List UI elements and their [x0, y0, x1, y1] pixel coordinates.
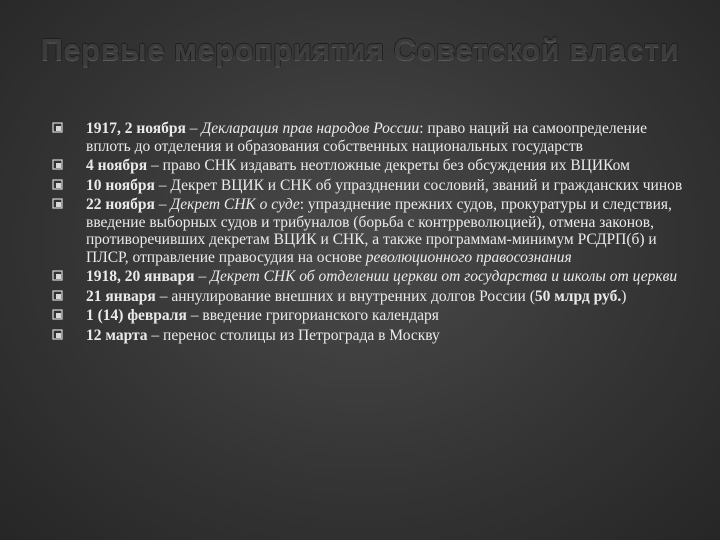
list-item — [50, 327, 690, 345]
list-item — [50, 177, 690, 195]
item-italic: Декларация прав народов России — [201, 120, 420, 137]
list-item — [50, 268, 690, 286]
item-dash: – — [154, 196, 171, 213]
square-bullet-icon — [52, 290, 63, 301]
square-bullet-icon — [52, 122, 63, 133]
item-text: Декрет ВЦИК и СНК об упразднении сословий, званий и гражданских чинов — [170, 176, 683, 194]
item-date: 12 марта — [86, 326, 148, 344]
item-text: право СНК издавать неотложные декреты без обсуждения их ВЦИКом — [162, 157, 630, 174]
item-italic: Декрет СНК об отделении церкви от государства и школы от церкви — [210, 268, 678, 285]
item-text: аннулирование внешних и внутренних долгов России ( — [171, 287, 535, 305]
item-date: 4 ноября — [86, 157, 148, 174]
item-dash: – — [185, 120, 202, 137]
square-bullet-icon — [52, 198, 63, 209]
item-italic-tail: революционного правосознания — [365, 248, 572, 266]
square-bullet-icon — [52, 179, 63, 190]
item-text-tail: ) — [621, 287, 627, 305]
item-text: : право наций на самоопределение вплоть до отделения и образования собственных национальных государств — [86, 120, 647, 155]
list-item — [50, 288, 690, 306]
list-item — [50, 157, 690, 175]
item-dash: – — [194, 268, 211, 285]
item-bold-amount: 50 млрд руб. — [534, 287, 622, 305]
square-bullet-icon — [52, 329, 63, 340]
item-date: 22 ноября — [86, 196, 155, 213]
event-list — [50, 120, 690, 346]
item-text: введение григорианского календаря — [202, 307, 439, 324]
slide-title: Первые мероприятия Советской власти — [40, 32, 680, 67]
item-dash: – — [154, 176, 171, 194]
square-bullet-icon — [52, 309, 63, 320]
item-text: : упразднение прежних судов, прокуратуры и следствия, введение выборных судов и трибуналов (борьба с контрреволюцией), отмена законов, противоречивших декретам ВЦИК и СНК, а также программам-минимум РСДРП(б) и ПЛСР, отправление правосудия на основе — [86, 196, 672, 266]
item-dash: – — [147, 326, 164, 344]
item-date: 1917, 2 ноября — [86, 120, 186, 137]
item-dash: – — [147, 157, 163, 174]
item-date: 1918, 20 января — [86, 268, 195, 285]
square-bullet-icon — [52, 159, 63, 170]
list-item — [50, 196, 690, 266]
square-bullet-icon — [52, 270, 63, 281]
item-dash: – — [186, 307, 203, 324]
item-date: 1 (14) февраля — [86, 307, 187, 324]
item-date: 21 января — [86, 287, 156, 305]
item-dash: – — [155, 287, 172, 305]
list-item — [50, 120, 690, 155]
item-date: 10 ноября — [86, 176, 155, 194]
item-text: перенос столицы из Петрограда в Москву — [163, 326, 440, 344]
list-item — [50, 307, 690, 325]
item-italic: Декрет СНК о суде — [170, 196, 300, 213]
